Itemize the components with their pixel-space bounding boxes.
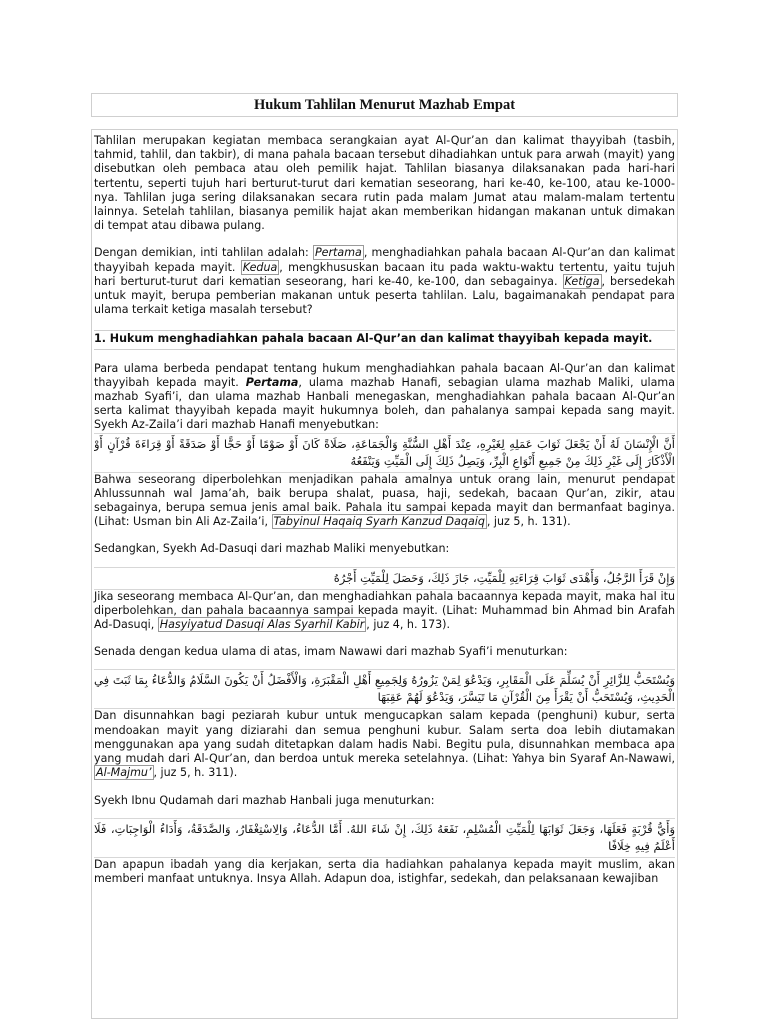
book-title-hasyiyatud: Hasyiyatud Dasuqi Alas Syarhil Kabir bbox=[159, 618, 365, 632]
translation-nawawi bbox=[94, 709, 675, 780]
dasuqi-intro: Sedangkan, Syekh Ad-Dasuqi dari mazhab Maliki menyebutkan: bbox=[94, 542, 450, 556]
reference-dasuqi: , juz 4, h. 173). bbox=[366, 618, 451, 632]
translation-dasuqi bbox=[94, 590, 675, 633]
essence-paragraph bbox=[94, 246, 675, 317]
essence-lead: Dengan demikian, inti tahlilan adalah: bbox=[94, 246, 313, 260]
reference-zailai: , juz 5, h. 131). bbox=[486, 515, 571, 529]
qudamah-intro: Syekh Ibnu Qudamah dari mazhab Hanbali juga menuturkan: bbox=[94, 793, 435, 807]
keyword-ketiga: Ketiga bbox=[564, 274, 600, 288]
arabic-quote-dasuqi: وَإِنْ قَرَأَ الرَّجُلُ، وَأَهْدَى ثَوَابَ قِرَاءَتِهِ لِلْمَيِّتِ، جَازَ ذَلِكَ، وَحَصَلَ لِلْمَيِّتِ أَجْرُهُ bbox=[94, 567, 675, 590]
translation-nawawi-text: Dan disunnahkan bagi peziarah kubur untuk mengucapkan salam kepada (penghuni) kubur, serta mendoakan mayit yang diziarahi dan semua penghuni kubur. Salam serta doa lebih diutamakan menggunakan apa yang sudah ditetapkan dalam hadis Nabi. Begitu pula, disunnahkan membaca apa yang mudah dari Al-Qur’an, dan berdoa untuk mereka setelahnya. (Lihat: Yahya bin Syaraf An-Nawawi, bbox=[94, 709, 675, 766]
keyword-pertama: Pertama bbox=[314, 246, 362, 260]
ulama-rest: , ulama mazhab Hanafi, sebagian ulama mazhab Maliki, ulama mazhab Syafi’i, dan ulama mazhab Hanbali menegaskan, menghadiahkan pahala bacaan Al-Qur’an serta kalimat thayyibah kepada mayit hukumnya boleh, dan pahalanya sampai kepada sang mayit. Syekh Az-Zaila’i dari mazhab Hanafi menyebutkan: bbox=[94, 375, 675, 432]
ulama-paragraph bbox=[94, 362, 675, 433]
translation-qudamah: Dan apapun ibadah yang dia kerjakan, serta dia hadiahkan pahalanya kepada mayit muslim, akan memberi manfaat untuknya. Insya Allah. Adapun doa, istighfar, sedekah, dan pelaksanaan kewajiban bbox=[94, 857, 675, 885]
page-title: Hukum Tahlilan Menurut Mazhab Empat bbox=[253, 96, 516, 113]
ulama-lead: Para ulama berbeda pendapat tentang hukum menghadiahkan pahala bacaan Al-Qur’an dan kalimat thayyibah kepada mayit. bbox=[94, 361, 675, 389]
book-title-almajmu: Al-Majmu’ bbox=[96, 766, 152, 780]
keyword-kedua: Kedua bbox=[242, 260, 278, 274]
essence-text-2: , mengkhususkan bacaan itu pada waktu-waktu tertentu, yaitu tujuh hari berturut-turut dari kematian seseorang, hari ke-40, ke-100, dan sebagainya. bbox=[94, 260, 675, 288]
section-heading-1: 1. Hukum menghadiahkan pahala bacaan Al-Qur’an dan kalimat thayyibah kepada mayit. bbox=[94, 330, 675, 349]
arabic-quote-nawawi: وَيُسْتَحَبُّ لِلزَّائِرِ أَنْ يُسَلِّمَ عَلَى الْمَقَابِرِ، وَيَدْعُوَ لِمَنْ يَزُورُهُ وَلِجَمِيعِ أَهْلِ الْمَقْبَرَةِ، وَالْأَفْضَلُ أَنْ يَكُونَ السَّلَامُ وَالدُّعَاءُ بِمَا ثَبَتَ فِي الْحَدِيثِ، وَيُسْتَحَبُّ أَنْ يَقْرَأَ مِنَ الْقُرْآنِ مَا تَيَسَّرَ، وَيَدْعُوَ لَهُمْ عَقِبَهَا bbox=[94, 669, 675, 709]
title-box bbox=[91, 93, 678, 117]
article-body bbox=[91, 129, 678, 1019]
essence-text-3: , bersedekah untuk mayit, berupa pemberian makanan untuk peserta tahlilan. Lalu, bagaimanakah pendapat para ulama terkait ketiga masalah tersebut? bbox=[94, 274, 675, 317]
translation-dasuqi-text: Jika seseorang membaca Al-Qur’an, dan menghadiahkan pahala bacaannya kepada mayit, maka hal itu diperbolehkan, dan pahala bacaannya sampai kepada mayit. (Lihat: Muhammad bin Ahmad bin Arafah Ad-Dasuqi, bbox=[94, 589, 675, 632]
essence-text-1: , menghadiahkan pahala bacaan Al-Qur’an dan kalimat thayyibah kepada mayit. bbox=[94, 246, 675, 274]
keyword-pertama-bold: Pertama bbox=[245, 375, 299, 389]
intro-paragraph: Tahlilan merupakan kegiatan membaca serangkaian ayat Al-Qur’an dan kalimat thayyibah (tasbih, tahmid, tahlil, dan takbir), di mana pahala bacaan tersebut dihadiahkan untuk para arwah (mayit) yang disebutkan oleh pembaca atau oleh pemilik hajat. Tahlilan biasanya dilaksanakan pada hari-hari tertentu, seperti tujuh hari berturut-turut dari kematian seseorang, hari ke-40, ke-100, atau ke-1000-nya. Tahlilan juga sering dilaksanakan secara rutin pada malam Jumat atau malam-malam tertentu lainnya. Setelah tahlilan, biasanya pemilik hajat akan memberikan hidangan makanan untuk dimakan di tempat atau dibawa pulang. bbox=[94, 134, 675, 233]
arabic-quote-qudamah: وَأَيُّ قُرْبَةٍ فَعَلَهَا، وَجَعَلَ ثَوَابَهَا لِلْمَيِّتِ الْمُسْلِمِ، نَفَعَهُ ذَلِكَ، إِنْ شَاءَ اللهُ. أَمَّا الدُّعَاءُ، وَالِاسْتِغْفَارُ، وَالصَّدَقَةُ، وَأَدَاءُ الْوَاجِبَاتِ، فَلَا أَعْلَمُ فِيهِ خِلَافًا bbox=[94, 818, 675, 858]
translation-zailai bbox=[94, 473, 675, 530]
book-title-tabyinul: Tabyinul Haqaiq Syarh Kanzud Daqaiq bbox=[273, 515, 485, 529]
nawawi-intro: Senada dengan kedua ulama di atas, imam Nawawi dari mazhab Syafi’i menuturkan: bbox=[94, 645, 568, 659]
reference-nawawi: , juz 5, h. 311). bbox=[153, 766, 238, 780]
document-page bbox=[91, 93, 678, 1019]
translation-zailai-text: Bahwa seseorang diperbolehkan menjadikan pahala amalnya untuk orang lain, menurut pendapat Ahlussunnah wal Jama’ah, baik berupa shalat, puasa, haji, sedekah, bacaan Qur’an, zikir, atau sebagainya, berupa semua jenis amal baik. Pahala itu sampai kepada mayit dan bermanfaat baginya. (Lihat: Usman bin Ali Az-Zaila’i, bbox=[94, 472, 675, 529]
arabic-quote-zailai: أَنَّ الْإِنْسَانَ لَهُ أَنْ يَجْعَلَ ثَوَابَ عَمَلِهِ لِغَيْرِهِ، عِنْدَ أَهْلِ السُّنَّةِ وَالْجَمَاعَةِ، صَلَاةً كَانَ أَوْ صَوْمًا أَوْ حَجًّا أَوْ صَدَقَةً أَوْ قِرَاءَةَ قُرْآنٍ أَوْ الْأَذْكَارَ إِلَى غَيْرِ ذَلِكَ مِنْ جَمِيعِ أَنْوَاعِ الْبِرِّ، وَيَصِلُ ذَلِكَ إِلَى الْمَيِّتِ وَيَنْفَعُهُ bbox=[94, 433, 675, 473]
